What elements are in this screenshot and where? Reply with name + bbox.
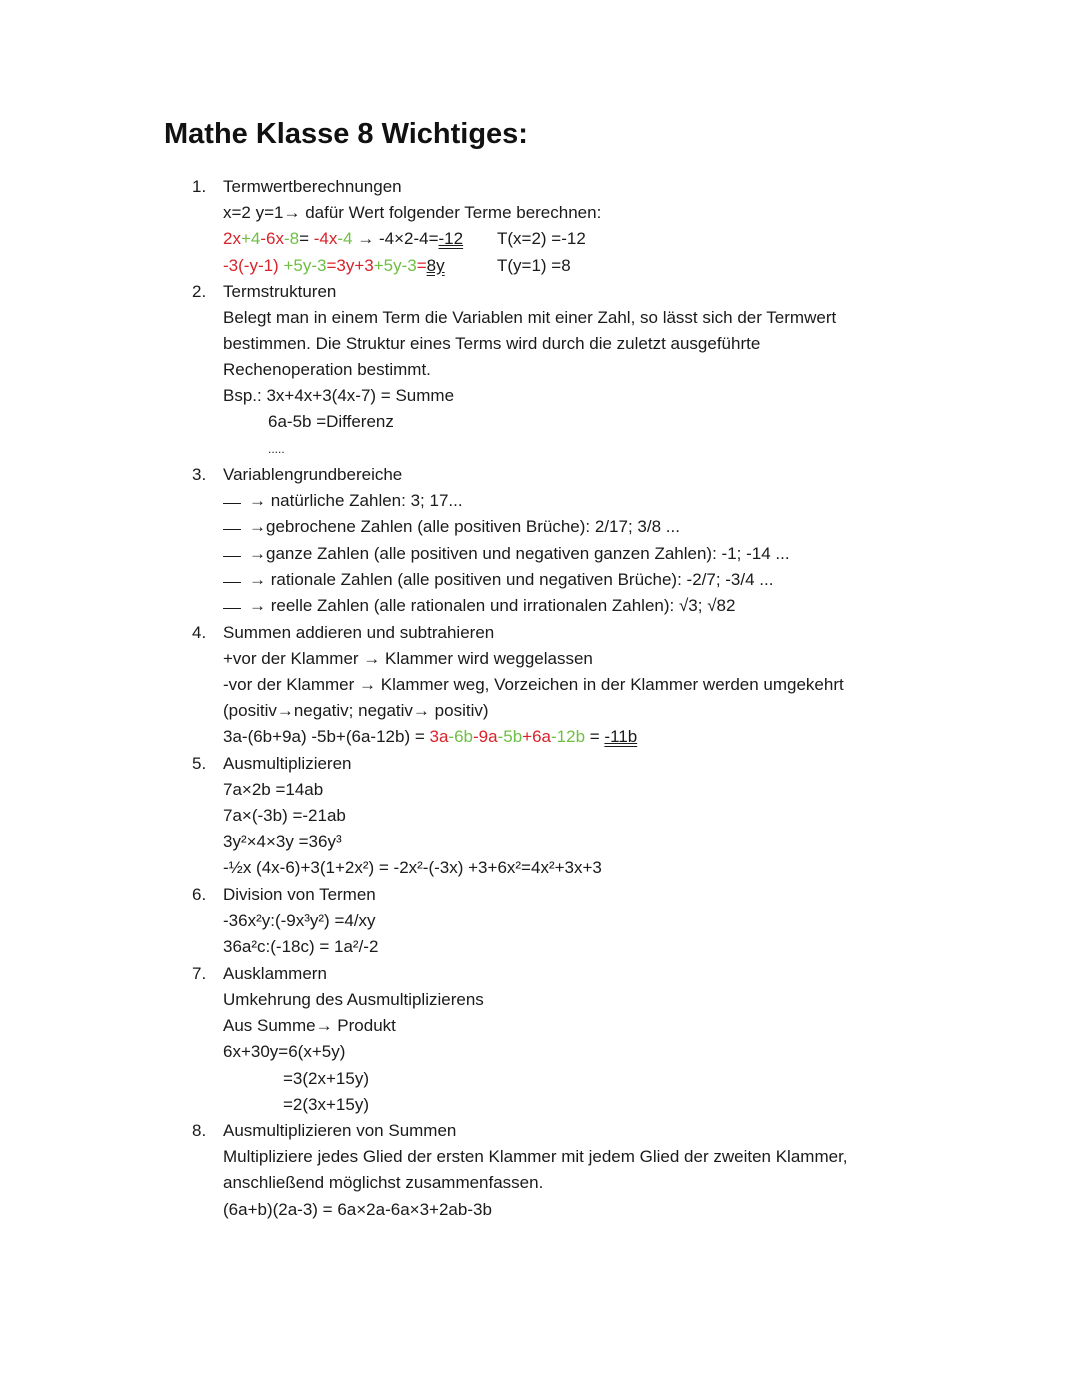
section-heading: Ausklammern xyxy=(223,964,327,983)
section-number: 3. xyxy=(192,465,207,484)
term-part: +5y-3 xyxy=(278,256,327,275)
s4-example: 3a-(6b+9a) -5b+(6a-12b) = 3a-6b-9a-5b+6a-12b = -11b xyxy=(223,727,638,746)
term-result: -12 xyxy=(438,229,464,248)
blank-line xyxy=(223,529,241,530)
s2-paragraph-line: Belegt man in einem Term die Variablen mit einer Zahl, so lässt sich der Termwert xyxy=(223,308,837,327)
s7-example: =3(2x+15y) xyxy=(283,1069,369,1088)
blank-line xyxy=(223,503,241,504)
s5-example: 3y²×4×3y =36y³ xyxy=(223,832,342,851)
term-part: = xyxy=(416,256,427,275)
section-number: 7. xyxy=(192,964,207,983)
s6-example: 36a²c:(-18c) = 1a²/-2 xyxy=(223,937,379,956)
s3-domain-item: →ganze Zahlen (alle positiven und negativen ganzen Zahlen): -1; -14 ... xyxy=(223,543,790,565)
s1-equation-2 xyxy=(223,255,445,277)
s7-text: Aus Summe→ Produkt xyxy=(223,1016,396,1035)
blank-line xyxy=(223,556,241,557)
s3-domain-item: → reelle Zahlen (alle rationalen und irrationalen Zahlen): √3; √82 xyxy=(223,595,735,617)
term-part: =3y+3 xyxy=(326,256,374,275)
term-part: -8 xyxy=(283,229,300,248)
s8-example: (6a+b)(2a-3) = 6a×2a-6a×3+2ab-3b xyxy=(223,1200,492,1219)
s2-paragraph-line: bestimmen. Die Struktur eines Terms wird durch die zuletzt ausgeführte xyxy=(223,334,761,353)
s2-example: Bsp.: 3x+4x+3(4x-7) = Summe xyxy=(223,386,455,405)
s4-rule: (positiv→negativ; negativ→ positiv) xyxy=(223,701,489,720)
term-part: +5y-3 xyxy=(373,256,417,275)
term-result: 8y xyxy=(426,256,445,275)
section-heading: Ausmultiplizieren xyxy=(223,754,352,773)
section-heading: Variablengrundbereiche xyxy=(223,465,403,484)
s8-text: anschließend möglichst zusammenfassen. xyxy=(223,1173,544,1192)
term-result: -11b xyxy=(604,727,638,746)
term-part: +4 xyxy=(240,229,261,248)
s2-example: 6a-5b =Differenz xyxy=(268,412,394,431)
section-number: 2. xyxy=(192,282,207,301)
s5-example: 7a×(-3b) =-21ab xyxy=(223,806,346,825)
s1-termvalue-1: T(x=2) =-12 xyxy=(497,229,586,248)
section-heading: Termstrukturen xyxy=(223,282,337,301)
term-part: -4 xyxy=(337,229,353,248)
section-heading: Division von Termen xyxy=(223,885,376,904)
s5-example: -½x (4x-6)+3(1+2x²) = -2x²-(-3x) +3+6x²=4x²+3x+3 xyxy=(223,858,602,877)
term-part: → -4×2-4= xyxy=(352,229,439,248)
s2-paragraph-line: Rechenoperation bestimmt. xyxy=(223,360,431,379)
term-part: = xyxy=(299,229,314,248)
blank-line xyxy=(223,582,241,583)
term-part: 2x xyxy=(223,229,241,248)
section-number: 5. xyxy=(192,754,207,773)
s1-intro: x=2 y=1→ dafür Wert folgender Terme berechnen: xyxy=(223,203,602,222)
s1-termvalue-2: T(y=1) =8 xyxy=(497,256,571,275)
s3-domain-item: → natürliche Zahlen: 3; 17... xyxy=(223,490,463,512)
term-part: -3(-y-1) xyxy=(223,256,279,275)
section-heading: Summen addieren und subtrahieren xyxy=(223,623,495,642)
s3-domain-item: → rationale Zahlen (alle positiven und negativen Brüche): -2/7; -3/4 ... xyxy=(223,569,773,591)
s7-text: Umkehrung des Ausmultiplizierens xyxy=(223,990,484,1009)
section-number: 1. xyxy=(192,177,207,196)
s1-equation-1 xyxy=(223,228,463,250)
s5-example: 7a×2b =14ab xyxy=(223,780,324,799)
section-number: 6. xyxy=(192,885,207,904)
s4-rule: +vor der Klammer → Klammer wird weggelassen xyxy=(223,649,593,668)
s6-example: -36x²y:(-9x³y²) =4/xy xyxy=(223,911,376,930)
term-part: -4x xyxy=(313,229,338,248)
s2-ellipsis: ..... xyxy=(268,442,285,456)
s3-domain-item: →gebrochene Zahlen (alle positiven Brüche): 2/17; 3/8 ... xyxy=(223,516,680,538)
s7-example: =2(3x+15y) xyxy=(283,1095,369,1114)
page-title: Mathe Klasse 8 Wichtiges: xyxy=(164,118,528,150)
blank-line xyxy=(223,608,241,609)
s7-example: 6x+30y=6(x+5y) xyxy=(223,1042,346,1061)
s8-text: Multipliziere jedes Glied der ersten Klammer mit jedem Glied der zweiten Klammer, xyxy=(223,1147,848,1166)
section-number: 8. xyxy=(192,1121,207,1140)
section-heading: Termwertberechnungen xyxy=(223,177,402,196)
section-number: 4. xyxy=(192,623,207,642)
term-part: -6x xyxy=(260,229,284,248)
section-heading: Ausmultiplizieren von Summen xyxy=(223,1121,457,1140)
s4-rule: -vor der Klammer → Klammer weg, Vorzeichen in der Klammer werden umgekehrt xyxy=(223,675,844,694)
